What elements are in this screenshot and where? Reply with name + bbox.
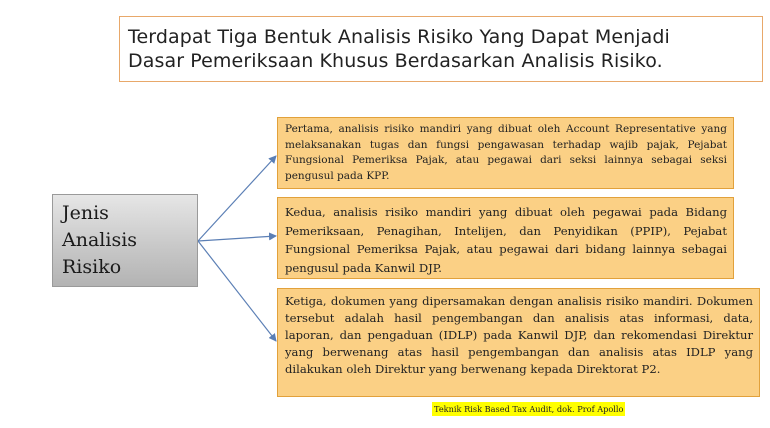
risk-item-3: Ketiga, dokumen yang dipersamakan dengan analisis risiko mandiri. Dokumen tersebut adalah hasil pengembangan dan analisis atas informasi, data, laporan, dan pengaduan (IDLP) pada Kanwil DJP, dan rekomendasi Direktur yang berwenang atas hasil pengembangan dan analisis atas IDLP yang dilakukan oleh Direktur yang berwenang kepada Direktorat P2. xyxy=(277,288,760,397)
connector-arrow-3 xyxy=(198,241,276,341)
source-caption: Teknik Risk Based Tax Audit, dok. Prof Apollo xyxy=(434,404,624,414)
main-node-box xyxy=(52,194,198,287)
title-line-2: Dasar Pemeriksaan Khusus Berdasarkan Analisis Risiko. xyxy=(128,50,663,72)
title-line-1: Terdapat Tiga Bentuk Analisis Risiko Yang Dapat Menjadi xyxy=(128,26,670,48)
connector-arrow-2 xyxy=(198,236,276,241)
main-node-line-1: Jenis xyxy=(62,202,109,224)
risk-item-2: Kedua, analisis risiko mandiri yang dibuat oleh pegawai pada Bidang Pemeriksaan, Penagihan, Intelijen, dan Penyidikan (PPIP), Pejabat Fungsional Pemeriksa Pajak, atau pegawai dari bidang lainnya sebagai pengusul pada Kanwil DJP. xyxy=(277,197,734,279)
main-node-line-2: Analisis xyxy=(62,229,138,251)
main-node-line-3: Risiko xyxy=(62,256,122,278)
connector-arrow-1 xyxy=(198,156,276,241)
risk-item-1: Pertama, analisis risiko mandiri yang dibuat oleh Account Representative yang melaksanakan tugas dan fungsi pengawasan terhadap wajib pajak, Pejabat Fungsional Pemeriksa Pajak, atau pegawai dari seksi lainnya sebagai seksi pengusul pada KPP. xyxy=(277,117,734,189)
